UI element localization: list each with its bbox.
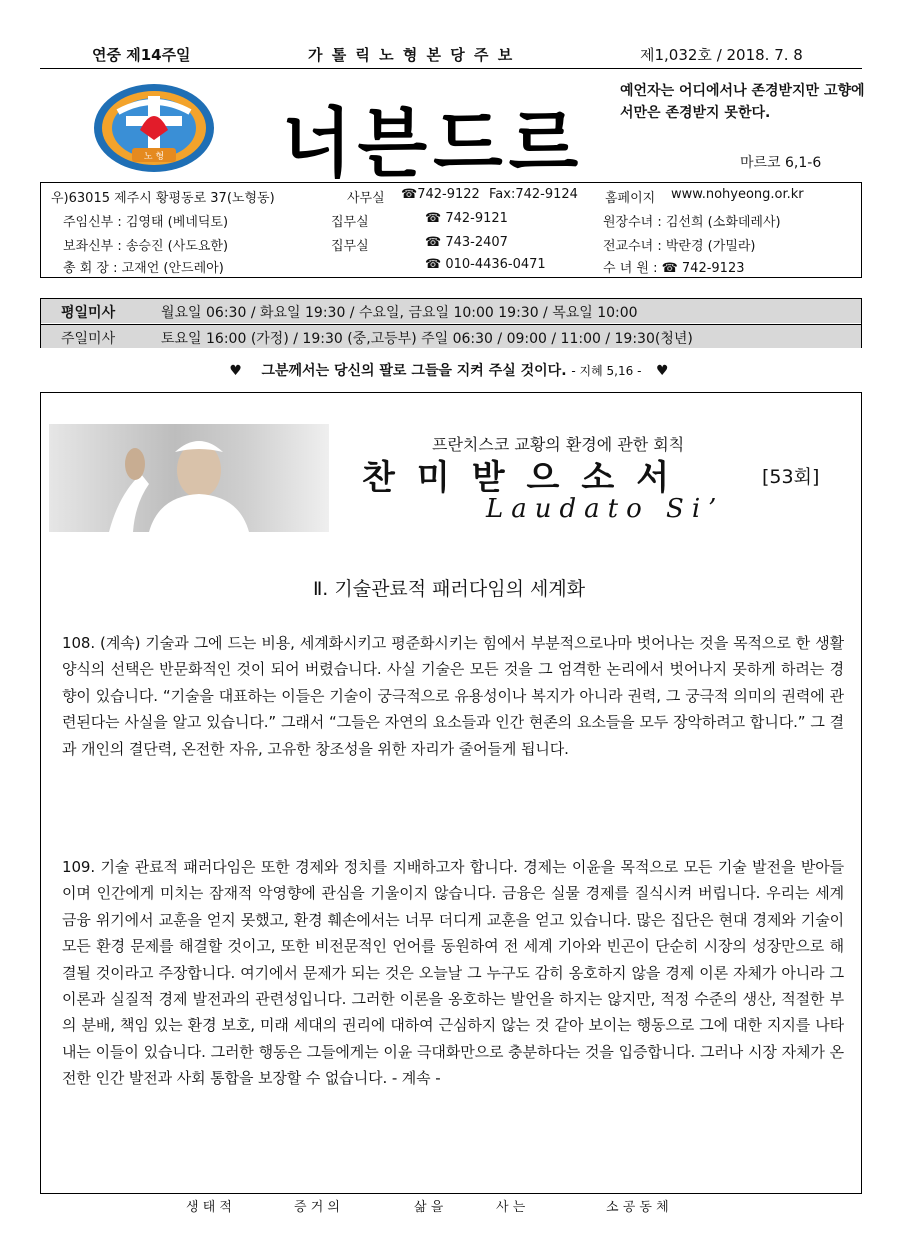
verse-line	[0, 360, 898, 380]
pastor-tel: ☎ 742-9121	[425, 211, 508, 226]
office-label: 사무실	[347, 191, 385, 206]
verse-ref: - 지혜 5,16 -	[571, 364, 642, 378]
assistant-priest: 보좌신부 : 송승진 (사도요한)	[63, 239, 229, 254]
council-president: 총 회 장 : 고재언 (안드레아)	[63, 261, 224, 276]
mass-schedule	[40, 298, 862, 348]
weekday-mass-label: 평일미사	[61, 305, 116, 321]
convent: 수 녀 원 : ☎ 742-9123	[603, 261, 745, 276]
homepage-link[interactable]: www.nohyeong.or.kr	[671, 187, 804, 202]
article-subtitle: 프란치스코 교황의 환경에 관한 회칙	[432, 435, 685, 454]
homepage-label: 홈페이지	[605, 191, 656, 206]
footer-word-5: 소 공 동 체	[606, 1200, 669, 1215]
top-rule	[40, 68, 862, 69]
assistant-tel: ☎ 743-2407	[425, 235, 508, 250]
bulletin-name: 가 톨 릭 노 형 본 당 주 보	[308, 46, 515, 64]
sunday-mass-label: 주일미사	[61, 331, 116, 347]
sunday-label: 연중 제14주일	[92, 46, 191, 64]
weekday-mass-times: 월요일 06:30 / 화요일 19:30 / 수요일, 금요일 10:00 19:30 / 목요일 10:00	[161, 305, 638, 321]
masthead-quote: 예언자는 어디에서나 존경받지만 고향에서만은 존경받지 못한다.	[620, 83, 865, 121]
footer-word-2: 증 거 의	[294, 1200, 340, 1215]
paragraph-108: 108. (계속) 기술과 그에 드는 비용, 세계화시키고 평준화시키는 힘에서 부분적으로나마 벗어나는 것을 목적으로 한 생활 양식의 선택은 반문화적인 것이 되어 버렸습니다. 사실 기술은 모든 것을 그 엄격한 논리에서 벗어나지 못하게 하려는 경향이 있습니다. “기술을 대표하는 이들은 기술이 궁극적으로 유용성이나 복지가 아니라 권력, 그 궁극적 의미의 권력에 관련된다는 사실을 알고 있습니다.” 그래서 “그들은 자연의 요소들과 인간 현존의 요소들을 모두 장악하려고 합니다.” 그 결과 개인의 결단력, 온전한 자유, 고유한 창조성을 위한 자리가 줄어들게 됩니다.	[62, 634, 844, 758]
parish-logo	[92, 82, 216, 174]
top-line	[0, 44, 898, 70]
weekday-mass-row	[41, 299, 861, 323]
section-title: Ⅱ. 기술관료적 패러다임의 세계화	[312, 578, 586, 600]
masthead-title: 너븐드르	[282, 99, 585, 188]
article-title: 찬미받으소서	[362, 458, 692, 498]
superior: 원장수녀 : 김선희 (소화데레사)	[603, 215, 781, 230]
fax: Fax:742-9124	[489, 187, 578, 202]
sunday-mass-row	[41, 324, 861, 348]
address: 우)63015 제주시 황평동로 37(노형동)	[51, 191, 275, 206]
president-tel: ☎ 010-4436-0471	[425, 257, 546, 272]
pope-photo	[49, 424, 329, 532]
heart-icon: ♥	[656, 363, 669, 379]
heart-icon: ♥	[229, 363, 242, 379]
parish-info-box	[40, 182, 862, 278]
paragraph-109: 109. 기술 관료적 패러다임은 또한 경제와 정치를 지배하고자 합니다. 경제는 이윤을 목적으로 모든 기술 발전을 받아들이며 인간에게 미치는 잠재적 악영향에 관심을 기울이지 않습니다. 금융은 실물 경제를 질식시켜 버립니다. 우리는 세계 금융 위기에서 교훈을 얻지 못했고, 환경 훼손에서는 너무 더디게 교훈을 얻고 있습니다. 많은 집단은 현대 경제와 기술이 모든 환경 문제를 해결할 것이고, 또한 비전문적인 언어를 동원하여 전 세계 기아와 빈곤이 단순히 시장의 성장만으로 해결될 것이라고 주장합니다. 여기에서 문제가 되는 것은 오늘날 그 누구도 감히 옹호하지 않을 경제 이론 자체가 아니라 그 이론과 실질적 경제 발전과의 관련성입니다. 그러한 이론을 옹호하는 발언을 하지는 않지만, 적정 수준의 생산, 적절한 부의 분배, 책임 있는 환경 보호, 미래 세대의 권리에 대하여 근심하지 않는 것 같아 보이는 행동으로 그에 대한 지지를 나타내는 이들이 있습니다. 그러한 행동은 그들에게는 이윤 극대화만으로 충분하다는 것을 입증합니다. 그러나 시장 자체가 온전한 인간 발전과 사회 통합을 보장할 수 없습니다. - 계속 -	[62, 858, 844, 1088]
logo-label: 노 형	[143, 152, 165, 162]
sunday-mass-times: 토요일 16:00 (가정) / 19:30 (중,고등부) 주일 06:30 / 09:00 / 11:00 / 19:30(청년)	[161, 331, 693, 347]
footer-word-1: 생 태 적	[186, 1200, 232, 1215]
pastor-office: 집무실	[331, 215, 369, 230]
mission-sister: 전교수녀 : 박란경 (가밀라)	[603, 239, 756, 254]
assistant-office: 집무실	[331, 239, 369, 254]
footer-word-4: 사 는	[496, 1200, 526, 1215]
verse-text: 그분께서는 당신의 팔로 그들을 지켜 주실 것이다.	[261, 363, 567, 379]
issue-date: 제1,032호 / 2018. 7. 8	[640, 46, 803, 64]
latin-title: Laudato Si’	[486, 494, 725, 524]
footer-motto	[0, 1196, 898, 1216]
pastor: 주임신부 : 김영태 (베네딕토)	[63, 215, 229, 230]
masthead-quote-source: 마르코 6,1-6	[740, 155, 822, 171]
footer-word-3: 삶 을	[414, 1200, 444, 1215]
office-tel: ☎742-9122	[401, 187, 480, 202]
episode-number: [53회]	[762, 466, 820, 488]
